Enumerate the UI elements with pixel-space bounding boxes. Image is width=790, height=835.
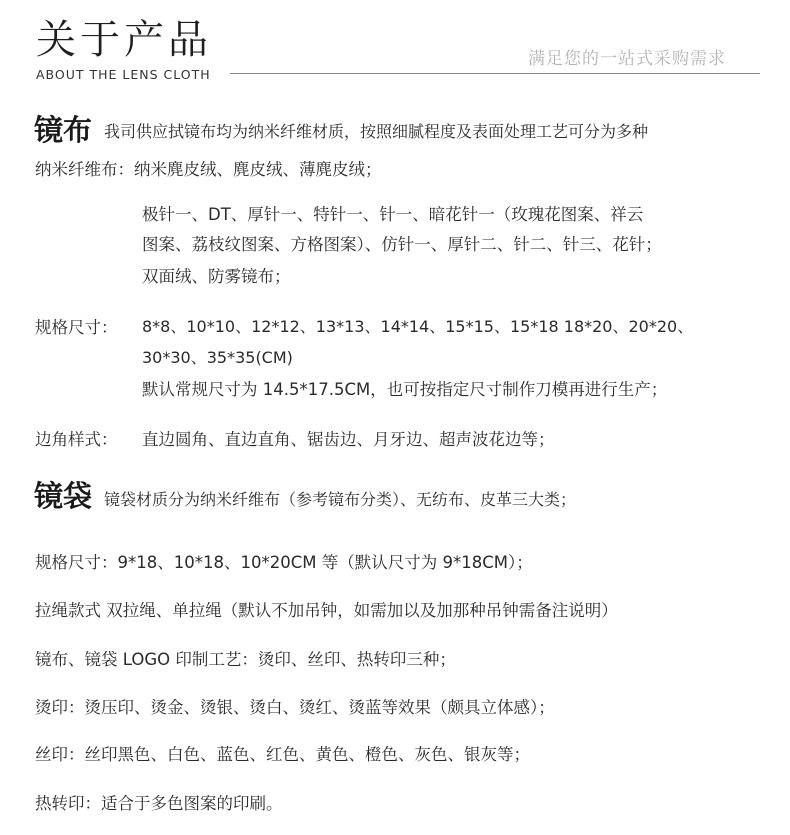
cloth-size-line: 默认常规尺寸为 14.5*17.5CM，也可按指定尺寸制作刀模再进行生产； xyxy=(142,380,668,399)
bag-section-desc: 镜袋材质分为纳米纤维布（参考镜布分类）、无纺布、皮革三大类； xyxy=(104,490,577,509)
bag-info-line: 烫印：烫压印、烫金、烫银、烫白、烫红、烫蓝等效果（颇具立体感）； xyxy=(35,698,555,717)
page-title: 关于产品 xyxy=(36,17,212,63)
bag-info-line: 规格尺寸：9*18、10*18、10*20CM 等（默认尺寸为 9*18CM）； xyxy=(35,553,533,572)
cloth-size-label: 规格尺寸： xyxy=(35,318,118,337)
cloth-variant-line: 双面绒、防雾镜布； xyxy=(142,267,291,286)
bag-info-line: 镜布、镜袋 LOGO 印制工艺：烫印、丝印、热转印三种； xyxy=(35,650,456,669)
cloth-material-line: 纳米纤维布：纳米麂皮绒、麂皮绒、薄麂皮绒； xyxy=(35,160,382,179)
cloth-section-title: 镜布 xyxy=(34,113,93,147)
bag-section-title: 镜袋 xyxy=(34,479,93,513)
slogan: 满足您的一站式采购需求 xyxy=(528,49,726,69)
bag-info-line: 丝印：丝印黑色、白色、蓝色、红色、黄色、橙色、灰色、银灰等； xyxy=(35,745,530,764)
cloth-edge-label: 边角样式： xyxy=(35,430,118,449)
cloth-variant-line: 图案、荔枝纹图案、方格图案）、仿针一、厚针二、针二、针三、花针； xyxy=(142,235,662,254)
cloth-size-line: 8*8、10*10、12*12、13*13、14*14、15*15、15*18 18*20、20*20、 xyxy=(142,317,694,336)
cloth-size-line: 30*30、35*35(CM) xyxy=(142,348,293,367)
cloth-edge-value: 直边圆角、直边直角、锯齿边、月牙边、超声波花边等； xyxy=(142,430,555,449)
header-divider xyxy=(230,73,760,74)
cloth-variant-line: 极针一、DT、厚针一、特针一、针一、暗花针一（玫瑰花图案、祥云 xyxy=(142,205,644,224)
page-subtitle: ABOUT THE LENS CLOTH xyxy=(36,67,211,82)
bag-info-line: 热转印：适合于多色图案的印刷。 xyxy=(35,794,283,813)
cloth-section-desc: 我司供应拭镜布均为纳米纤维材质，按照细腻程度及表面处理工艺可分为多种 xyxy=(104,122,649,141)
bag-info-line: 拉绳款式 双拉绳、单拉绳（默认不加吊钟，如需加以及加那种吊钟需备注说明） xyxy=(35,601,618,620)
